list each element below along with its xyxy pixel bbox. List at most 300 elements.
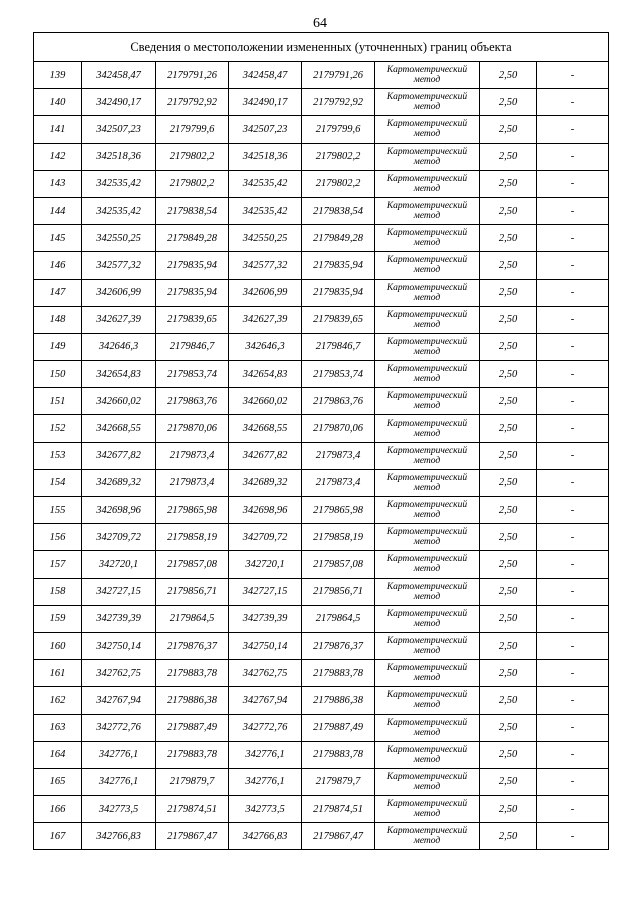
method-cell (375, 361, 480, 388)
method-line2: метод (413, 292, 441, 303)
x-new-cell: 342550,25 (229, 225, 302, 252)
x-new-cell: 342698,96 (229, 497, 302, 524)
point-number-cell: 162 (34, 687, 82, 714)
point-number-cell: 152 (34, 415, 82, 442)
x-existing-cell: 342762,75 (82, 660, 156, 687)
x-existing-cell: 342535,42 (82, 170, 156, 197)
method-cell (375, 442, 480, 469)
accuracy-cell: 2,50 (480, 796, 537, 823)
accuracy-cell: 2,50 (480, 170, 537, 197)
point-number-cell: 146 (34, 252, 82, 279)
description-cell: - (537, 605, 609, 632)
x-existing-cell: 342698,96 (82, 497, 156, 524)
y-new-cell: 2179873,4 (302, 442, 375, 469)
y-existing-cell: 2179873,4 (156, 442, 229, 469)
point-number-cell: 151 (34, 388, 82, 415)
x-new-cell: 342762,75 (229, 660, 302, 687)
description-cell: - (537, 768, 609, 795)
method-line1: Картометрический (386, 500, 468, 511)
method-line2: метод (413, 564, 441, 575)
method-cell (375, 796, 480, 823)
method-line2: метод (413, 700, 441, 711)
y-new-cell: 2179876,37 (302, 632, 375, 659)
y-new-cell: 2179883,78 (302, 660, 375, 687)
table-row (34, 252, 609, 279)
accuracy-cell: 2,50 (480, 578, 537, 605)
method-line1: Картометрический (386, 146, 468, 157)
point-number-cell: 160 (34, 632, 82, 659)
x-existing-cell: 342668,55 (82, 415, 156, 442)
y-new-cell: 2179802,2 (302, 170, 375, 197)
method-line2: метод (413, 265, 441, 276)
y-existing-cell: 2179839,65 (156, 306, 229, 333)
y-new-cell: 2179858,19 (302, 524, 375, 551)
point-number-cell: 140 (34, 89, 82, 116)
accuracy-cell: 2,50 (480, 741, 537, 768)
y-new-cell: 2179879,7 (302, 768, 375, 795)
accuracy-cell: 2,50 (480, 252, 537, 279)
method-line2: метод (413, 537, 441, 548)
method-line1: Картометрический (386, 799, 468, 810)
x-existing-cell: 342646,3 (82, 333, 156, 360)
point-number-cell: 142 (34, 143, 82, 170)
method-line2: метод (413, 809, 441, 820)
x-new-cell: 342727,15 (229, 578, 302, 605)
accuracy-cell: 2,50 (480, 605, 537, 632)
accuracy-cell: 2,50 (480, 524, 537, 551)
method-line1: Картометрический (386, 472, 468, 483)
x-new-cell: 342750,14 (229, 632, 302, 659)
description-cell: - (537, 551, 609, 578)
table-row (34, 497, 609, 524)
method-cell (375, 632, 480, 659)
y-new-cell: 2179838,54 (302, 197, 375, 224)
x-new-cell: 342535,42 (229, 170, 302, 197)
accuracy-cell: 2,50 (480, 116, 537, 143)
y-new-cell: 2179863,76 (302, 388, 375, 415)
description-cell: - (537, 632, 609, 659)
table-row (34, 333, 609, 360)
description-cell: - (537, 714, 609, 741)
y-new-cell: 2179839,65 (302, 306, 375, 333)
accuracy-cell: 2,50 (480, 197, 537, 224)
x-existing-cell: 342689,32 (82, 469, 156, 496)
x-existing-cell: 342739,39 (82, 605, 156, 632)
method-line2: метод (413, 156, 441, 167)
x-new-cell: 342646,3 (229, 333, 302, 360)
y-existing-cell: 2179870,06 (156, 415, 229, 442)
table-row (34, 116, 609, 143)
table-row (34, 143, 609, 170)
method-line2: метод (413, 754, 441, 765)
y-new-cell: 2179886,38 (302, 687, 375, 714)
method-line2: метод (413, 482, 441, 493)
method-line2: метод (413, 346, 441, 357)
method-line2: метод (413, 75, 441, 86)
method-line1: Картометрический (386, 418, 468, 429)
x-existing-cell: 342773,5 (82, 796, 156, 823)
method-cell (375, 768, 480, 795)
method-cell (375, 415, 480, 442)
y-existing-cell: 2179846,7 (156, 333, 229, 360)
accuracy-cell: 2,50 (480, 469, 537, 496)
point-number-cell: 144 (34, 197, 82, 224)
description-cell: - (537, 388, 609, 415)
point-number-cell: 167 (34, 823, 82, 850)
x-existing-cell: 342507,23 (82, 116, 156, 143)
y-existing-cell: 2179867,47 (156, 823, 229, 850)
x-new-cell: 342458,47 (229, 62, 302, 89)
x-existing-cell: 342627,39 (82, 306, 156, 333)
description-cell: - (537, 469, 609, 496)
y-new-cell: 2179792,92 (302, 89, 375, 116)
accuracy-cell: 2,50 (480, 497, 537, 524)
y-new-cell: 2179857,08 (302, 551, 375, 578)
method-line2: метод (413, 129, 441, 140)
y-new-cell: 2179867,47 (302, 823, 375, 850)
x-existing-cell: 342727,15 (82, 578, 156, 605)
table-row (34, 823, 609, 850)
table-row (34, 197, 609, 224)
accuracy-cell: 2,50 (480, 361, 537, 388)
x-new-cell: 342689,32 (229, 469, 302, 496)
method-cell (375, 62, 480, 89)
method-line2: метод (413, 618, 441, 629)
accuracy-cell: 2,50 (480, 823, 537, 850)
point-number-cell: 161 (34, 660, 82, 687)
method-cell (375, 225, 480, 252)
x-new-cell: 342772,76 (229, 714, 302, 741)
method-cell (375, 605, 480, 632)
method-cell (375, 197, 480, 224)
table-row (34, 469, 609, 496)
method-cell (375, 333, 480, 360)
method-line2: метод (413, 428, 441, 439)
accuracy-cell: 2,50 (480, 89, 537, 116)
y-existing-cell: 2179874,51 (156, 796, 229, 823)
method-cell (375, 741, 480, 768)
accuracy-cell: 2,50 (480, 388, 537, 415)
y-new-cell: 2179846,7 (302, 333, 375, 360)
x-new-cell: 342518,36 (229, 143, 302, 170)
point-number-cell: 150 (34, 361, 82, 388)
y-new-cell: 2179856,71 (302, 578, 375, 605)
y-new-cell: 2179835,94 (302, 252, 375, 279)
x-new-cell: 342739,39 (229, 605, 302, 632)
description-cell: - (537, 306, 609, 333)
description-cell: - (537, 361, 609, 388)
method-cell (375, 306, 480, 333)
method-line1: Картометрический (386, 391, 468, 402)
table-row (34, 89, 609, 116)
accuracy-cell: 2,50 (480, 687, 537, 714)
method-line1: Картометрический (386, 527, 468, 538)
accuracy-cell: 2,50 (480, 442, 537, 469)
x-existing-cell: 342458,47 (82, 62, 156, 89)
description-cell: - (537, 741, 609, 768)
table-row (34, 361, 609, 388)
point-number-cell: 164 (34, 741, 82, 768)
method-line1: Картометрический (386, 119, 468, 130)
y-existing-cell: 2179883,78 (156, 741, 229, 768)
y-new-cell: 2179883,78 (302, 741, 375, 768)
point-number-cell: 139 (34, 62, 82, 89)
table-row (34, 388, 609, 415)
method-line1: Картометрический (386, 309, 468, 320)
point-number-cell: 149 (34, 333, 82, 360)
x-existing-cell: 342606,99 (82, 279, 156, 306)
point-number-cell: 154 (34, 469, 82, 496)
method-line2: метод (413, 102, 441, 113)
table-row (34, 605, 609, 632)
point-number-cell: 165 (34, 768, 82, 795)
y-new-cell: 2179874,51 (302, 796, 375, 823)
point-number-cell: 148 (34, 306, 82, 333)
y-new-cell: 2179799,6 (302, 116, 375, 143)
method-line1: Картометрический (386, 445, 468, 456)
table-row (34, 415, 609, 442)
y-existing-cell: 2179873,4 (156, 469, 229, 496)
x-existing-cell: 342772,76 (82, 714, 156, 741)
method-line2: метод (413, 211, 441, 222)
y-new-cell: 2179849,28 (302, 225, 375, 252)
y-new-cell: 2179791,26 (302, 62, 375, 89)
accuracy-cell: 2,50 (480, 333, 537, 360)
point-number-cell: 158 (34, 578, 82, 605)
y-existing-cell: 2179802,2 (156, 143, 229, 170)
x-existing-cell: 342709,72 (82, 524, 156, 551)
y-existing-cell: 2179849,28 (156, 225, 229, 252)
x-new-cell: 342660,02 (229, 388, 302, 415)
x-new-cell: 342507,23 (229, 116, 302, 143)
y-existing-cell: 2179791,26 (156, 62, 229, 89)
page-number: 64 (313, 16, 327, 31)
method-line1: Картометрический (386, 336, 468, 347)
accuracy-cell: 2,50 (480, 143, 537, 170)
method-line1: Картометрический (386, 744, 468, 755)
description-cell: - (537, 442, 609, 469)
method-cell (375, 469, 480, 496)
point-number-cell: 166 (34, 796, 82, 823)
method-line1: Картометрический (386, 554, 468, 565)
x-new-cell: 342606,99 (229, 279, 302, 306)
description-cell: - (537, 143, 609, 170)
x-existing-cell: 342535,42 (82, 197, 156, 224)
method-line1: Картометрический (386, 826, 468, 837)
y-existing-cell: 2179853,74 (156, 361, 229, 388)
table-row (34, 524, 609, 551)
table-row (34, 660, 609, 687)
y-new-cell: 2179870,06 (302, 415, 375, 442)
x-new-cell: 342720,1 (229, 551, 302, 578)
description-cell: - (537, 170, 609, 197)
method-line2: метод (413, 374, 441, 385)
x-new-cell: 342535,42 (229, 197, 302, 224)
method-line2: метод (413, 646, 441, 657)
method-line2: метод (413, 836, 441, 847)
x-existing-cell: 342660,02 (82, 388, 156, 415)
accuracy-cell: 2,50 (480, 225, 537, 252)
method-line1: Картометрический (386, 282, 468, 293)
method-line1: Картометрический (386, 581, 468, 592)
method-cell (375, 252, 480, 279)
method-line2: метод (413, 319, 441, 330)
method-line1: Картометрический (386, 364, 468, 375)
description-cell: - (537, 225, 609, 252)
y-new-cell: 2179802,2 (302, 143, 375, 170)
x-new-cell: 342773,5 (229, 796, 302, 823)
method-cell (375, 143, 480, 170)
accuracy-cell: 2,50 (480, 768, 537, 795)
description-cell: - (537, 415, 609, 442)
y-existing-cell: 2179799,6 (156, 116, 229, 143)
accuracy-cell: 2,50 (480, 660, 537, 687)
description-cell: - (537, 197, 609, 224)
table-row (34, 170, 609, 197)
point-number-cell: 141 (34, 116, 82, 143)
description-cell: - (537, 796, 609, 823)
x-new-cell: 342577,32 (229, 252, 302, 279)
table-row (34, 768, 609, 795)
y-existing-cell: 2179858,19 (156, 524, 229, 551)
table-row (34, 687, 609, 714)
method-cell (375, 524, 480, 551)
description-cell: - (537, 660, 609, 687)
y-new-cell: 2179887,49 (302, 714, 375, 741)
method-cell (375, 89, 480, 116)
description-cell: - (537, 252, 609, 279)
method-line1: Картометрический (386, 717, 468, 728)
y-existing-cell: 2179856,71 (156, 578, 229, 605)
x-new-cell: 342776,1 (229, 768, 302, 795)
description-cell: - (537, 497, 609, 524)
method-line2: метод (413, 401, 441, 412)
accuracy-cell: 2,50 (480, 62, 537, 89)
x-new-cell: 342776,1 (229, 741, 302, 768)
accuracy-cell: 2,50 (480, 306, 537, 333)
method-cell (375, 551, 480, 578)
x-existing-cell: 342776,1 (82, 741, 156, 768)
x-existing-cell: 342490,17 (82, 89, 156, 116)
x-new-cell: 342654,83 (229, 361, 302, 388)
method-line1: Картометрический (386, 228, 468, 239)
x-existing-cell: 342550,25 (82, 225, 156, 252)
method-line1: Картометрический (386, 92, 468, 103)
method-cell (375, 497, 480, 524)
y-new-cell: 2179853,74 (302, 361, 375, 388)
y-new-cell: 2179835,94 (302, 279, 375, 306)
method-line1: Картометрический (386, 663, 468, 674)
method-line2: метод (413, 455, 441, 466)
description-cell: - (537, 823, 609, 850)
boundary-coordinates-table (33, 32, 609, 850)
y-existing-cell: 2179863,76 (156, 388, 229, 415)
x-existing-cell: 342776,1 (82, 768, 156, 795)
table-row (34, 279, 609, 306)
point-number-cell: 157 (34, 551, 82, 578)
description-cell: - (537, 89, 609, 116)
x-existing-cell: 342518,36 (82, 143, 156, 170)
x-existing-cell: 342677,82 (82, 442, 156, 469)
point-number-cell: 147 (34, 279, 82, 306)
x-new-cell: 342767,94 (229, 687, 302, 714)
method-cell (375, 170, 480, 197)
y-new-cell: 2179865,98 (302, 497, 375, 524)
point-number-cell: 159 (34, 605, 82, 632)
method-cell (375, 116, 480, 143)
method-line1: Картометрический (386, 173, 468, 184)
method-line2: метод (413, 510, 441, 521)
accuracy-cell: 2,50 (480, 714, 537, 741)
point-number-cell: 155 (34, 497, 82, 524)
table-row (34, 62, 609, 89)
y-existing-cell: 2179857,08 (156, 551, 229, 578)
method-line2: метод (413, 727, 441, 738)
y-existing-cell: 2179835,94 (156, 252, 229, 279)
table-row (34, 225, 609, 252)
y-existing-cell: 2179865,98 (156, 497, 229, 524)
method-line1: Картометрический (386, 690, 468, 701)
method-cell (375, 714, 480, 741)
description-cell: - (537, 578, 609, 605)
y-existing-cell: 2179879,7 (156, 768, 229, 795)
table-row (34, 796, 609, 823)
method-line2: метод (413, 781, 441, 792)
y-existing-cell: 2179876,37 (156, 632, 229, 659)
x-existing-cell: 342654,83 (82, 361, 156, 388)
method-line2: метод (413, 673, 441, 684)
method-line1: Картометрический (386, 771, 468, 782)
accuracy-cell: 2,50 (480, 551, 537, 578)
x-new-cell: 342766,83 (229, 823, 302, 850)
description-cell: - (537, 116, 609, 143)
x-existing-cell: 342750,14 (82, 632, 156, 659)
accuracy-cell: 2,50 (480, 415, 537, 442)
y-existing-cell: 2179887,49 (156, 714, 229, 741)
method-line2: метод (413, 183, 441, 194)
point-number-cell: 156 (34, 524, 82, 551)
table-row (34, 632, 609, 659)
method-cell (375, 660, 480, 687)
method-line2: метод (413, 591, 441, 602)
point-number-cell: 163 (34, 714, 82, 741)
point-number-cell: 153 (34, 442, 82, 469)
point-number-cell: 143 (34, 170, 82, 197)
accuracy-cell: 2,50 (480, 279, 537, 306)
x-new-cell: 342668,55 (229, 415, 302, 442)
table-row (34, 741, 609, 768)
description-cell: - (537, 62, 609, 89)
x-new-cell: 342627,39 (229, 306, 302, 333)
table-row (34, 551, 609, 578)
method-cell (375, 279, 480, 306)
y-existing-cell: 2179838,54 (156, 197, 229, 224)
y-existing-cell: 2179886,38 (156, 687, 229, 714)
x-existing-cell: 342577,32 (82, 252, 156, 279)
method-cell (375, 388, 480, 415)
x-new-cell: 342490,17 (229, 89, 302, 116)
table-row (34, 714, 609, 741)
description-cell: - (537, 687, 609, 714)
x-new-cell: 342709,72 (229, 524, 302, 551)
method-cell (375, 578, 480, 605)
x-existing-cell: 342720,1 (82, 551, 156, 578)
y-existing-cell: 2179835,94 (156, 279, 229, 306)
description-cell: - (537, 333, 609, 360)
y-existing-cell: 2179883,78 (156, 660, 229, 687)
method-line1: Картометрический (386, 636, 468, 647)
description-cell: - (537, 279, 609, 306)
